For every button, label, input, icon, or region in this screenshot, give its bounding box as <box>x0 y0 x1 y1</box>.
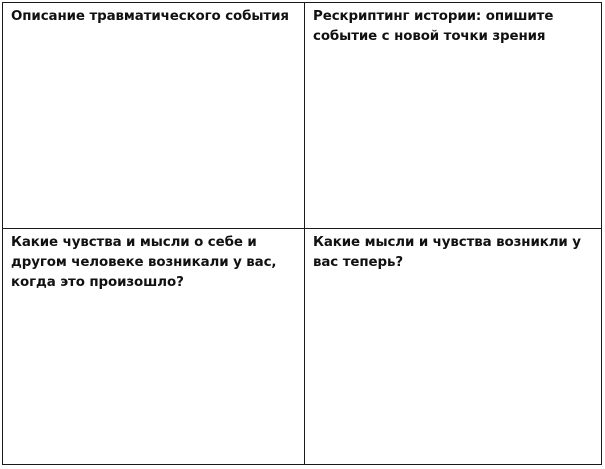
feelings-then-cell[interactable] <box>3 229 305 464</box>
cell-prompt: Описание травматического события <box>11 9 289 24</box>
traumatic-event-description-cell[interactable] <box>3 3 305 229</box>
story-rescripting-cell[interactable] <box>305 3 601 229</box>
worksheet-grid <box>2 2 602 465</box>
cell-prompt: Рескриптинг истории: опишите событие с новой точки зрения <box>313 9 554 44</box>
cell-prompt: Какие мысли и чувства возникли у вас теперь? <box>313 235 581 270</box>
feelings-now-cell[interactable] <box>305 229 601 464</box>
cell-prompt: Какие чувства и мысли о себе и другом человеке возникали у вас, когда это произошло? <box>11 235 277 290</box>
